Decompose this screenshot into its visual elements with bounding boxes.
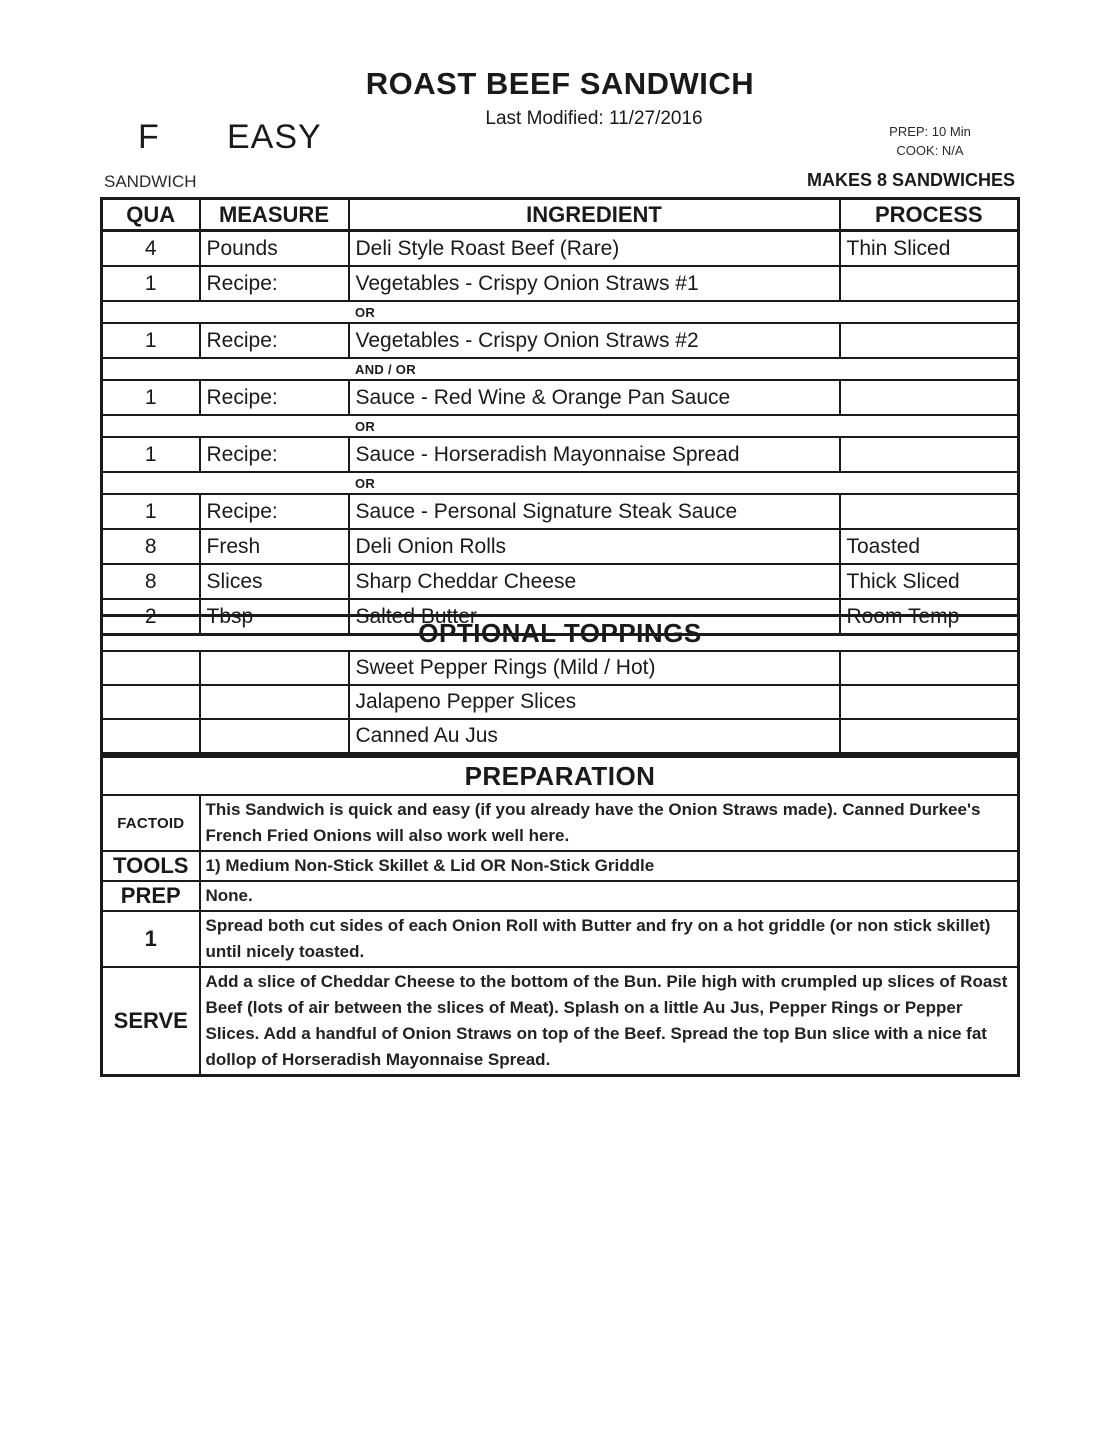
conjunction-label: AND / OR (102, 358, 1019, 380)
qua-cell: 1 (102, 494, 200, 529)
measure-cell (200, 719, 349, 754)
ingredient-row (102, 564, 1019, 599)
preparation-row (102, 795, 1019, 851)
preparation-row (102, 881, 1019, 911)
column-header-measure: MEASURE (200, 199, 349, 231)
preparation-table (100, 755, 1020, 1077)
measure-cell: Fresh (200, 529, 349, 564)
measure-cell: Recipe: (200, 380, 349, 415)
step-text: None. (200, 881, 1019, 911)
time-info (830, 122, 1030, 160)
conjunction-row (102, 358, 1019, 380)
process-cell: Room Temp (840, 599, 1019, 635)
optional-toppings-table (100, 614, 1020, 755)
measure-cell: Tbsp (200, 599, 349, 635)
ingredients-body (102, 231, 1019, 635)
process-cell: Toasted (840, 529, 1019, 564)
difficulty-label: EASY (227, 118, 322, 156)
ingredient-cell: Deli Onion Rolls (349, 529, 840, 564)
topping-row (102, 719, 1019, 754)
ingredients-table (100, 197, 1020, 636)
qua-cell (102, 685, 200, 719)
step-label: 1 (102, 911, 200, 967)
step-label: FACTOID (102, 795, 200, 851)
column-header-ingredient: INGREDIENT (349, 199, 840, 231)
conjunction-row (102, 301, 1019, 323)
optional-toppings-title: OPTIONAL TOPPINGS (102, 616, 1019, 652)
conjunction-row (102, 415, 1019, 437)
process-cell (840, 685, 1019, 719)
topping-row (102, 685, 1019, 719)
process-cell (840, 437, 1019, 472)
measure-cell: Recipe: (200, 323, 349, 358)
qua-cell (102, 651, 200, 685)
preparation-row (102, 967, 1019, 1076)
preparation-row (102, 851, 1019, 881)
qua-cell: 2 (102, 599, 200, 635)
category-label: SANDWICH (104, 172, 197, 191)
conjunction-label: OR (102, 472, 1019, 494)
topping-row (102, 651, 1019, 685)
process-cell (840, 719, 1019, 754)
ingredient-cell: Vegetables - Crispy Onion Straws #1 (349, 266, 840, 301)
measure-cell: Pounds (200, 231, 349, 267)
qua-cell: 1 (102, 437, 200, 472)
conjunction-label: OR (102, 301, 1019, 323)
measure-cell (200, 651, 349, 685)
ingredient-cell: Sauce - Personal Signature Steak Sauce (349, 494, 840, 529)
qua-cell: 8 (102, 564, 200, 599)
ingredient-row (102, 437, 1019, 472)
qua-cell: 4 (102, 231, 200, 267)
measure-cell: Recipe: (200, 494, 349, 529)
recipe-code: F (138, 118, 159, 156)
ingredient-cell: Vegetables - Crispy Onion Straws #2 (349, 323, 840, 358)
conjunction-label: OR (102, 415, 1019, 437)
ingredients-header-row (102, 199, 1019, 231)
yield-label: MAKES 8 SANDWICHES (806, 170, 1015, 190)
step-label: PREP (102, 881, 200, 911)
ingredient-cell: Deli Style Roast Beef (Rare) (349, 231, 840, 267)
ingredient-row (102, 494, 1019, 529)
ingredient-cell: Sweet Pepper Rings (Mild / Hot) (349, 651, 840, 685)
preparation-body (102, 795, 1019, 1076)
measure-cell (200, 685, 349, 719)
step-label: SERVE (102, 967, 200, 1076)
measure-cell: Slices (200, 564, 349, 599)
ingredient-row (102, 529, 1019, 564)
ingredient-cell: Jalapeno Pepper Slices (349, 685, 840, 719)
process-cell (840, 494, 1019, 529)
measure-cell: Recipe: (200, 437, 349, 472)
preparation-header-row (102, 757, 1019, 796)
qua-cell: 8 (102, 529, 200, 564)
preparation-title: PREPARATION (102, 757, 1019, 796)
ingredient-cell: Salted Butter (349, 599, 840, 635)
page-title: ROAST BEEF SANDWICH (365, 66, 755, 101)
ingredient-cell: Sauce - Red Wine & Orange Pan Sauce (349, 380, 840, 415)
prep-time: PREP: 10 Min (889, 124, 971, 139)
ingredient-cell: Canned Au Jus (349, 719, 840, 754)
preparation-row (102, 911, 1019, 967)
ingredient-cell: Sharp Cheddar Cheese (349, 564, 840, 599)
process-cell (840, 380, 1019, 415)
last-modified-date: Last Modified: 11/27/2016 (485, 108, 703, 129)
qua-cell: 1 (102, 266, 200, 301)
process-cell (840, 323, 1019, 358)
toppings-header-row (102, 616, 1019, 652)
process-cell: Thick Sliced (840, 564, 1019, 599)
toppings-body (102, 651, 1019, 754)
ingredient-row (102, 266, 1019, 301)
cook-time: COOK: N/A (896, 143, 964, 158)
step-text: Add a slice of Cheddar Cheese to the bottom of the Bun. Pile high with crumpled up slices of Roast Beef (lots of air between the slices of Meat). Splash on a little Au Jus, Pepper Rings or Pepper Slices. Add a handful of Onion Straws on top of the Beef. Spread the top Bun slice with a nice fat dollop of Horseradish Mayonnaise Spread. (200, 967, 1019, 1076)
ingredient-cell: Sauce - Horseradish Mayonnaise Spread (349, 437, 840, 472)
step-label: TOOLS (102, 851, 200, 881)
process-cell: Thin Sliced (840, 231, 1019, 267)
step-text: Spread both cut sides of each Onion Roll with Butter and fry on a hot griddle (or non stick skillet) until nicely toasted. (200, 911, 1019, 967)
conjunction-row (102, 472, 1019, 494)
ingredient-row (102, 380, 1019, 415)
qua-cell (102, 719, 200, 754)
process-cell (840, 266, 1019, 301)
ingredient-row (102, 323, 1019, 358)
ingredient-row (102, 231, 1019, 267)
column-header-qua: QUA (102, 199, 200, 231)
step-text: This Sandwich is quick and easy (if you already have the Onion Straws made). Canned Durkee's French Fried Onions will also work well here. (200, 795, 1019, 851)
qua-cell: 1 (102, 323, 200, 358)
step-text: 1) Medium Non-Stick Skillet & Lid OR Non-Stick Griddle (200, 851, 1019, 881)
measure-cell: Recipe: (200, 266, 349, 301)
qua-cell: 1 (102, 380, 200, 415)
column-header-process: PROCESS (840, 199, 1019, 231)
process-cell (840, 651, 1019, 685)
